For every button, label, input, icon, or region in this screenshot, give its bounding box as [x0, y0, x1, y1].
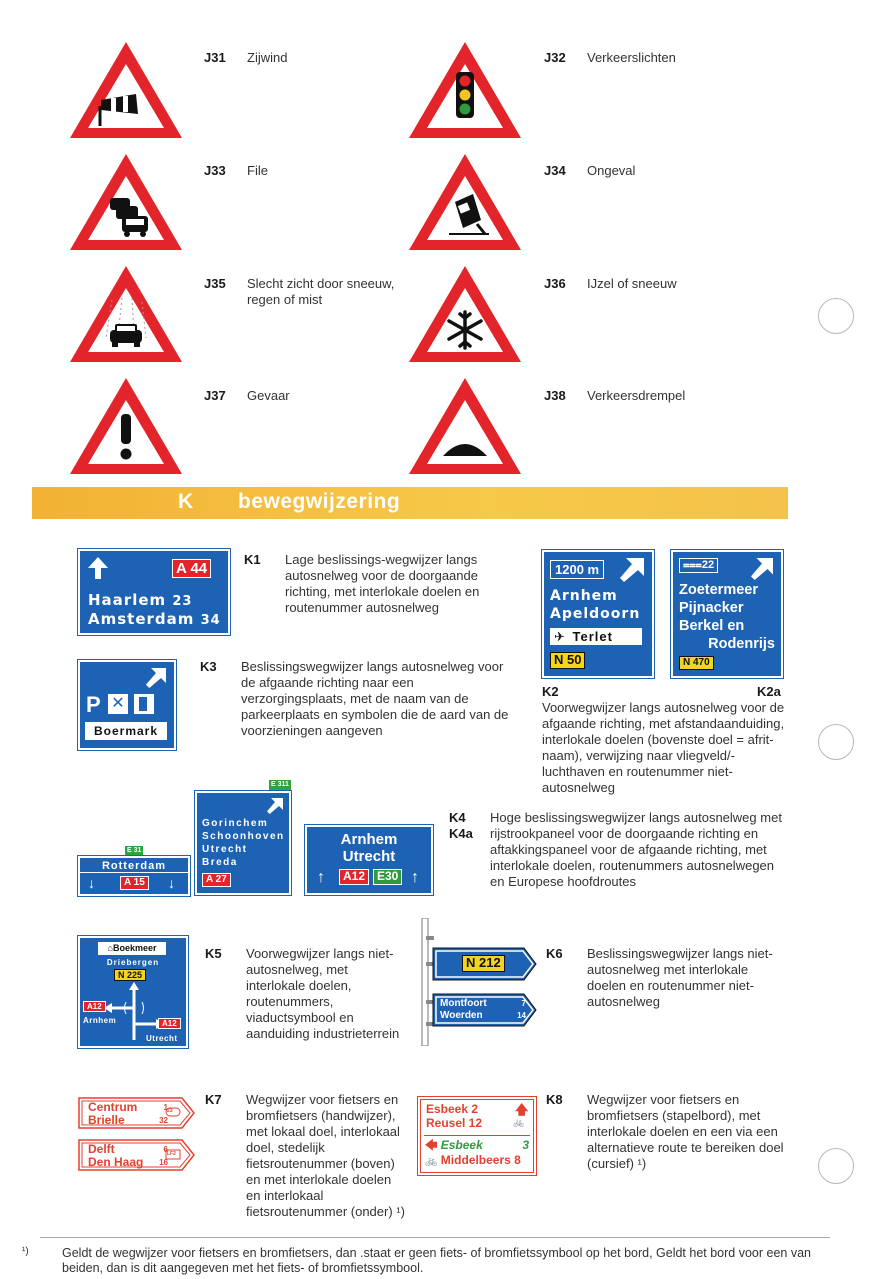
euro-route-badge: E 311 — [271, 781, 289, 788]
route-badge: A 44 — [172, 559, 211, 578]
footnote-text: Geldt de wegwijzer voor fietsers en bromfietsers, dan .staat er geen fiets- of bromfietssymbool op het bord, Geldt het bord voor een van beiden, dan is dit aangegeven met het fiets- of bromfietssymbool. — [62, 1246, 811, 1275]
label-j32: Verkeerslichten — [587, 50, 676, 65]
arrow-down-icon: ↓ — [168, 875, 175, 891]
code-j32: J32 — [544, 50, 566, 65]
section-title: bewegwijzering — [238, 490, 401, 513]
sign-k2 — [542, 550, 654, 678]
arrow-left-icon: 🡄 — [425, 1138, 438, 1152]
place-1: Zoetermeer — [679, 582, 758, 598]
label-j35: Slecht zicht door sneeuw, regen of mist — [247, 276, 395, 307]
fuel-icon — [134, 694, 154, 714]
label-j34: Ongeval — [587, 163, 636, 178]
desc-k6: Beslissingswegwijzer langs niet-autosnelweg met interlokale doelen en routenummer niet-autosnelweg — [587, 946, 773, 1009]
code-k1: K1 — [244, 552, 261, 567]
euro-route-badge: E 31 — [127, 847, 142, 854]
code-j38: J38 — [544, 388, 566, 403]
sign-k2a — [671, 550, 783, 678]
route-badge: A 15 — [120, 876, 149, 890]
sign-k4-exit-panel — [195, 791, 291, 895]
code-k2a: K2a — [757, 684, 781, 699]
punch-hole — [818, 1148, 854, 1184]
warning-sign-j34 — [405, 150, 525, 254]
place-2: Apeldoorn — [550, 606, 641, 622]
punch-hole — [818, 724, 854, 760]
cycle-route-badge: 23 — [167, 1108, 173, 1114]
factory-icon: ⌂ — [107, 943, 113, 953]
alternative-destination: 🡄 Esbeek 3 — [425, 1138, 529, 1152]
traffic-light-icon — [456, 72, 474, 118]
route-badge: A12 — [83, 1001, 106, 1012]
label-j31: Zijwind — [247, 50, 288, 65]
desc-k3: Beslissingswegwijzer langs autosnelweg voor de afgaande richting naar een verzorgingsplaats, met de naam van de parkeerplaats en symbolen die de aard van de voorzieningen aangeven — [241, 659, 509, 738]
code-k5: K5 — [205, 946, 222, 961]
route-badge: N 225 — [114, 969, 146, 981]
parking-letter: P — [86, 692, 101, 717]
airport-panel: ✈ Terlet — [550, 628, 642, 645]
place-3: Berkel en — [679, 618, 745, 634]
exclamation-icon — [121, 414, 132, 460]
arrow-up-icon — [88, 557, 108, 579]
code-j34: J34 — [544, 163, 566, 178]
place-1: Arnhem — [550, 588, 618, 604]
destinations: Montfoort 7 Woerden 14 — [440, 998, 526, 1021]
parking-name: Boermark — [85, 722, 167, 740]
places: Gorinchem Schoonhoven Utrecht Breda — [202, 818, 285, 868]
sign-k7-bottom-text: Delft 6 Den Haag 16 — [88, 1142, 168, 1169]
sign-k4a — [305, 825, 433, 895]
warning-sign-j33 — [66, 150, 186, 254]
warning-sign-j31 — [66, 38, 186, 142]
arrow-diagonal-icon — [267, 798, 283, 814]
arrow-up-icon: 🡅 — [515, 1102, 529, 1117]
distance-label: 1200 m — [550, 560, 604, 579]
code-k8: K8 — [546, 1092, 563, 1107]
route-badge: N 212 — [462, 955, 505, 972]
motorway-icon: ⩶ — [683, 559, 702, 571]
exit-badge: ⩶22 — [679, 558, 718, 573]
warning-sign-j35 — [66, 262, 186, 366]
sign-k6 — [420, 918, 544, 1046]
destination-2: Amsterdam 34 — [88, 610, 221, 628]
route-badge: A12 — [158, 1018, 181, 1029]
sign-k8 — [417, 1096, 537, 1176]
place: Arnhem — [83, 1016, 117, 1025]
code-k6: K6 — [546, 946, 563, 961]
destination-1: Haarlem 23 — [88, 591, 193, 609]
warning-sign-j38 — [405, 374, 525, 478]
destination: 🚲 Middelbeers 8 — [425, 1153, 521, 1167]
arrow-up-icon: ↑ — [411, 869, 419, 886]
section-letter: K — [178, 490, 194, 513]
sign-k3 — [78, 660, 176, 750]
code-k4: K4 K4a — [449, 810, 473, 841]
code-j37: J37 — [204, 388, 226, 403]
sign-k5 — [78, 936, 188, 1048]
place: Driebergen — [106, 958, 160, 967]
place: Utrecht — [146, 1034, 178, 1043]
arrow-diagonal-icon — [146, 668, 166, 688]
junction-arrows-icon — [104, 982, 164, 1040]
route-badge: A 27 — [202, 873, 231, 887]
sign-k7-top-text: Centrum 1 Brielle 32 — [88, 1100, 168, 1127]
label-j36: IJzel of sneeuw — [587, 276, 677, 291]
sign-k1 — [78, 549, 230, 635]
airplane-icon: ✈ — [554, 629, 565, 644]
warning-sign-j36 — [405, 262, 525, 366]
desc-k5: Voorwegwijzer langs niet-autosnelweg, met interlokale doelen, routenummers, viaductsymbool en aanduiding industrieterrein — [246, 946, 400, 1041]
label-j33: File — [247, 163, 268, 178]
restaurant-icon: ✕ — [108, 694, 128, 714]
code-k7: K7 — [205, 1092, 222, 1107]
code-j35: J35 — [204, 276, 226, 291]
desc-k1: Lage beslissings-wegwijzer langs autosnelweg voor de doorgaande richting, met interlokale doelen en routenummer autosnelweg — [285, 552, 480, 615]
label-j38: Verkeersdrempel — [587, 388, 686, 403]
code-k3: K3 — [200, 659, 217, 674]
warning-sign-j32 — [405, 38, 525, 142]
desc-k8: Wegwijzer voor fietsers en bromfietsers (stapelbord), met interlokale doelen en een via een alternatieve route te bereiken doel (cursief) ¹) — [587, 1092, 784, 1171]
desc-k7: Wegwijzer voor fietsers en bromfietsers (handwijzer), met lokaal doel, interlokaal doel, stedelijk fietsroutenummer (boven) en met interlokale doelen en interlokaal fietsroutenummer (onder) ¹) — [246, 1092, 405, 1219]
footnote-mark: ¹) — [22, 1246, 29, 1257]
desc-k2: Voorwegwijzer langs autosnelweg voor de afgaande richting, met afstandaanduiding, interlokale doelen (bovenste doel = afrit-naam), verwijzing naar vliegveld/-luchthaven en routenummer niet-autosnelweg — [542, 700, 785, 795]
industry-panel: ⌂Boekmeer — [98, 942, 166, 955]
places: Arnhem Utrecht — [340, 831, 398, 865]
route-badge: N 470 — [679, 656, 714, 670]
label-j37: Gevaar — [247, 388, 290, 403]
arrow-up-icon: ↑ — [317, 869, 325, 886]
place: Rotterdam — [101, 860, 166, 872]
footnote-divider — [40, 1237, 830, 1238]
punch-hole — [818, 298, 854, 334]
route-badge: A12 — [339, 869, 369, 885]
arrow-diagonal-icon — [751, 558, 773, 580]
arrow-down-icon: ↓ — [88, 875, 95, 891]
sign-k4-lane-panel — [78, 856, 190, 896]
euro-route-badge: E30 — [373, 869, 402, 885]
code-k2: K2 — [542, 684, 559, 699]
warning-sign-j37 — [66, 374, 186, 478]
code-j33: J33 — [204, 163, 226, 178]
code-j31: J31 — [204, 50, 226, 65]
moped-icon: 🚲 — [513, 1117, 525, 1127]
destinations: Esbeek 2 Reusel 12 — [426, 1102, 483, 1130]
cycle-route-badge: LF2 — [167, 1151, 176, 1157]
bicycle-icon: 🚲 — [425, 1156, 438, 1167]
desc-k4: Hoge beslissingswegwijzer langs autosnelweg met rijstrookpaneel voor de doorgaande richting en aftakkingspaneel voor de afgaande richting, met interlokale doelen, routenummers autosnelwegen en Europese hoofdroutes — [490, 810, 782, 889]
code-j36: J36 — [544, 276, 566, 291]
section-banner — [32, 487, 788, 519]
route-badge: N 50 — [550, 652, 585, 669]
arrow-diagonal-icon — [620, 558, 644, 582]
place-2: Pijnacker — [679, 600, 744, 616]
place-4: Rodenrijs — [708, 636, 775, 652]
